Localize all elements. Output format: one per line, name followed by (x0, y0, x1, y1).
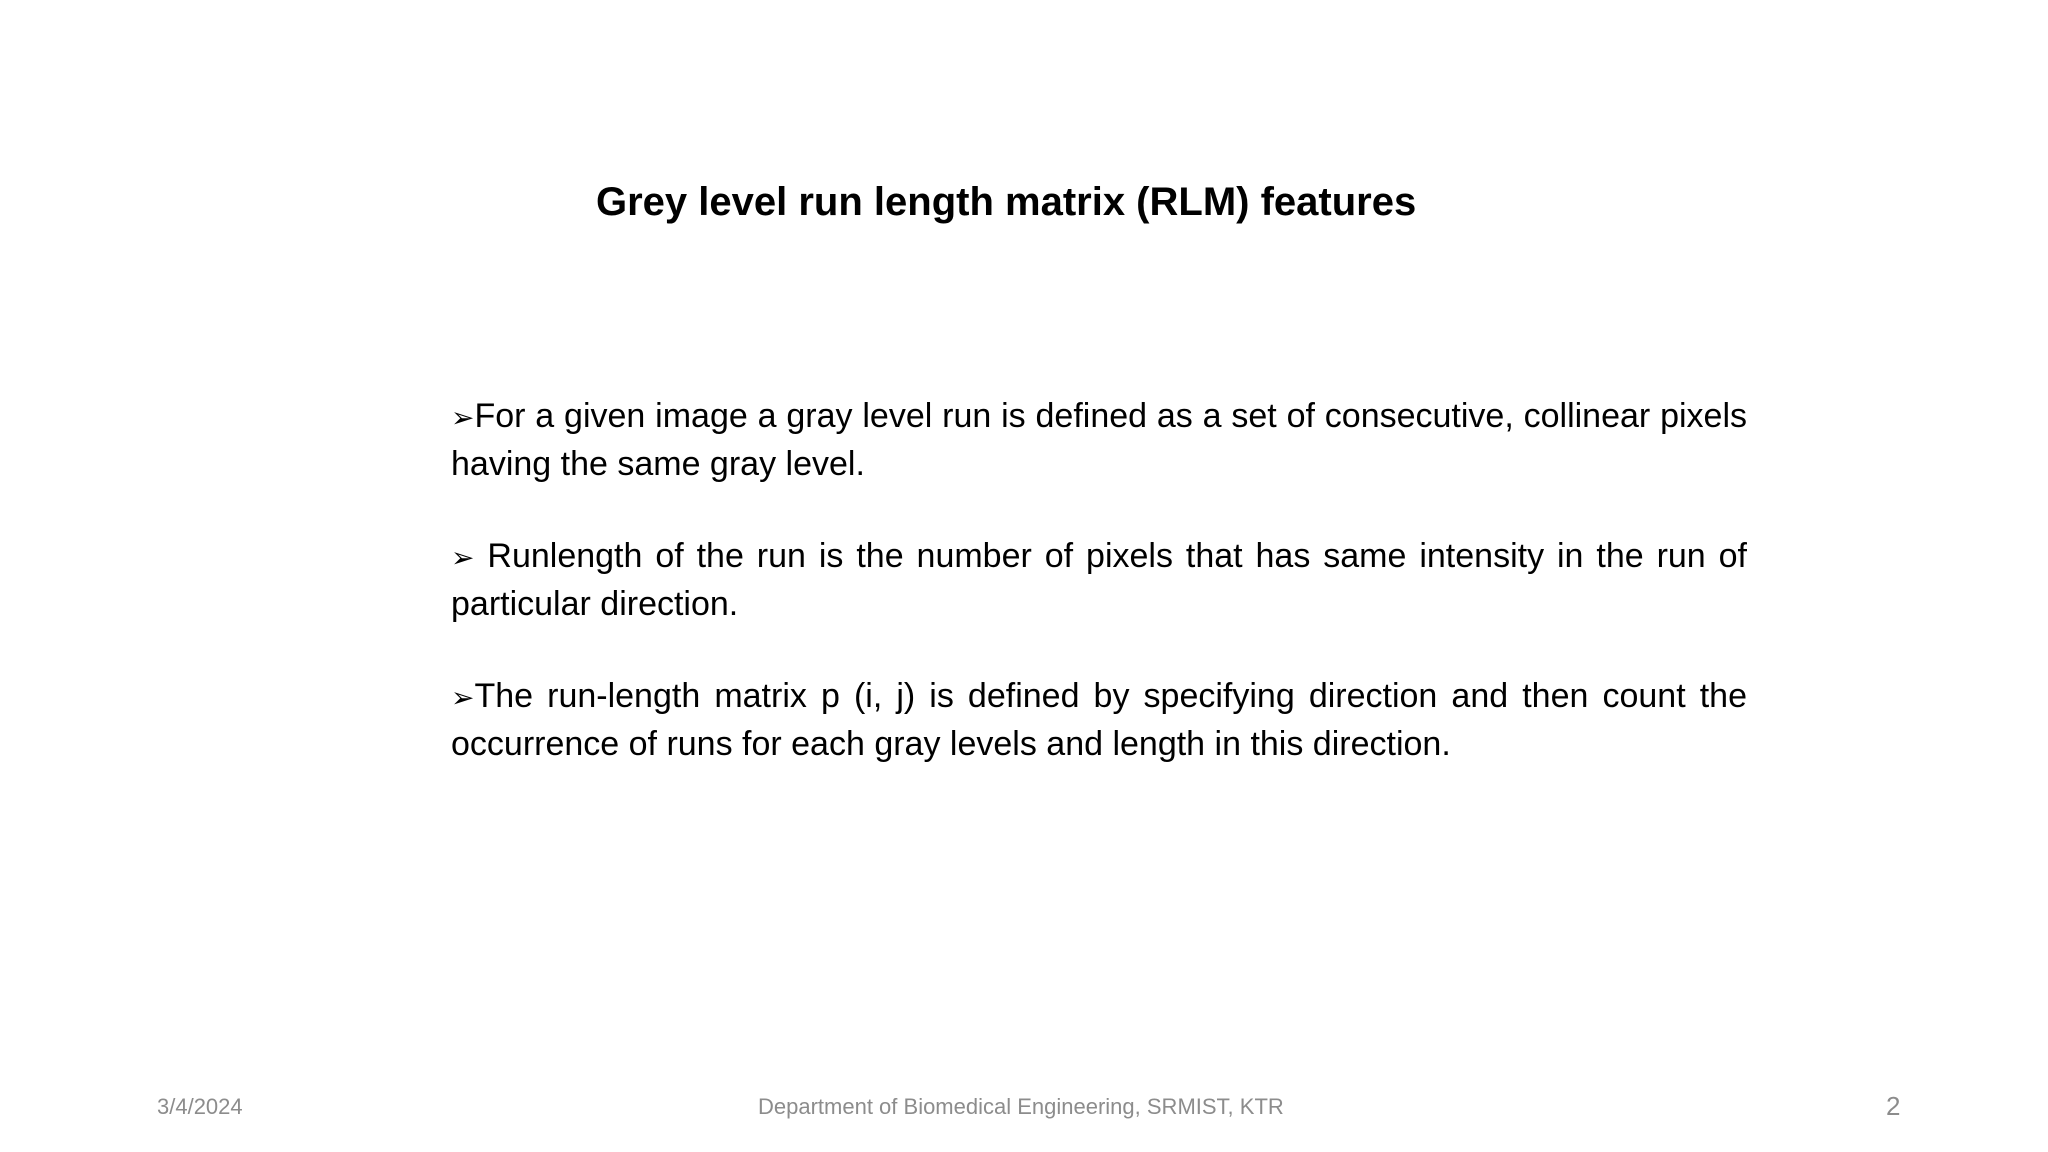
footer-date: 3/4/2024 (157, 1094, 243, 1119)
arrowhead-bullet-icon: ➢ (451, 541, 475, 574)
bullet-item (451, 393, 1747, 488)
page-number: 2 (1886, 1091, 1901, 1121)
footer-department: Department of Biomedical Engineering, SRMIST, KTR (758, 1094, 1284, 1119)
arrowhead-bullet-icon: ➢ (451, 401, 475, 434)
bullet-text: Runlength of the run is the number of pixels that has same intensity in the run of particular direction. (451, 537, 1747, 623)
bullet-text: The run-length matrix p (i, j) is defined by specifying direction and then count the occurrence of runs for each gray levels and length in this direction. (451, 677, 1747, 763)
bullet-text: For a given image a gray level run is defined as a set of consecutive, collinear pixels having the same gray level. (451, 397, 1747, 483)
bullet-list (451, 393, 1747, 813)
slide-title: Grey level run length matrix (RLM) features (596, 180, 1417, 224)
arrowhead-bullet-icon: ➢ (451, 681, 475, 714)
bullet-item (451, 673, 1747, 768)
bullet-item (451, 533, 1747, 628)
